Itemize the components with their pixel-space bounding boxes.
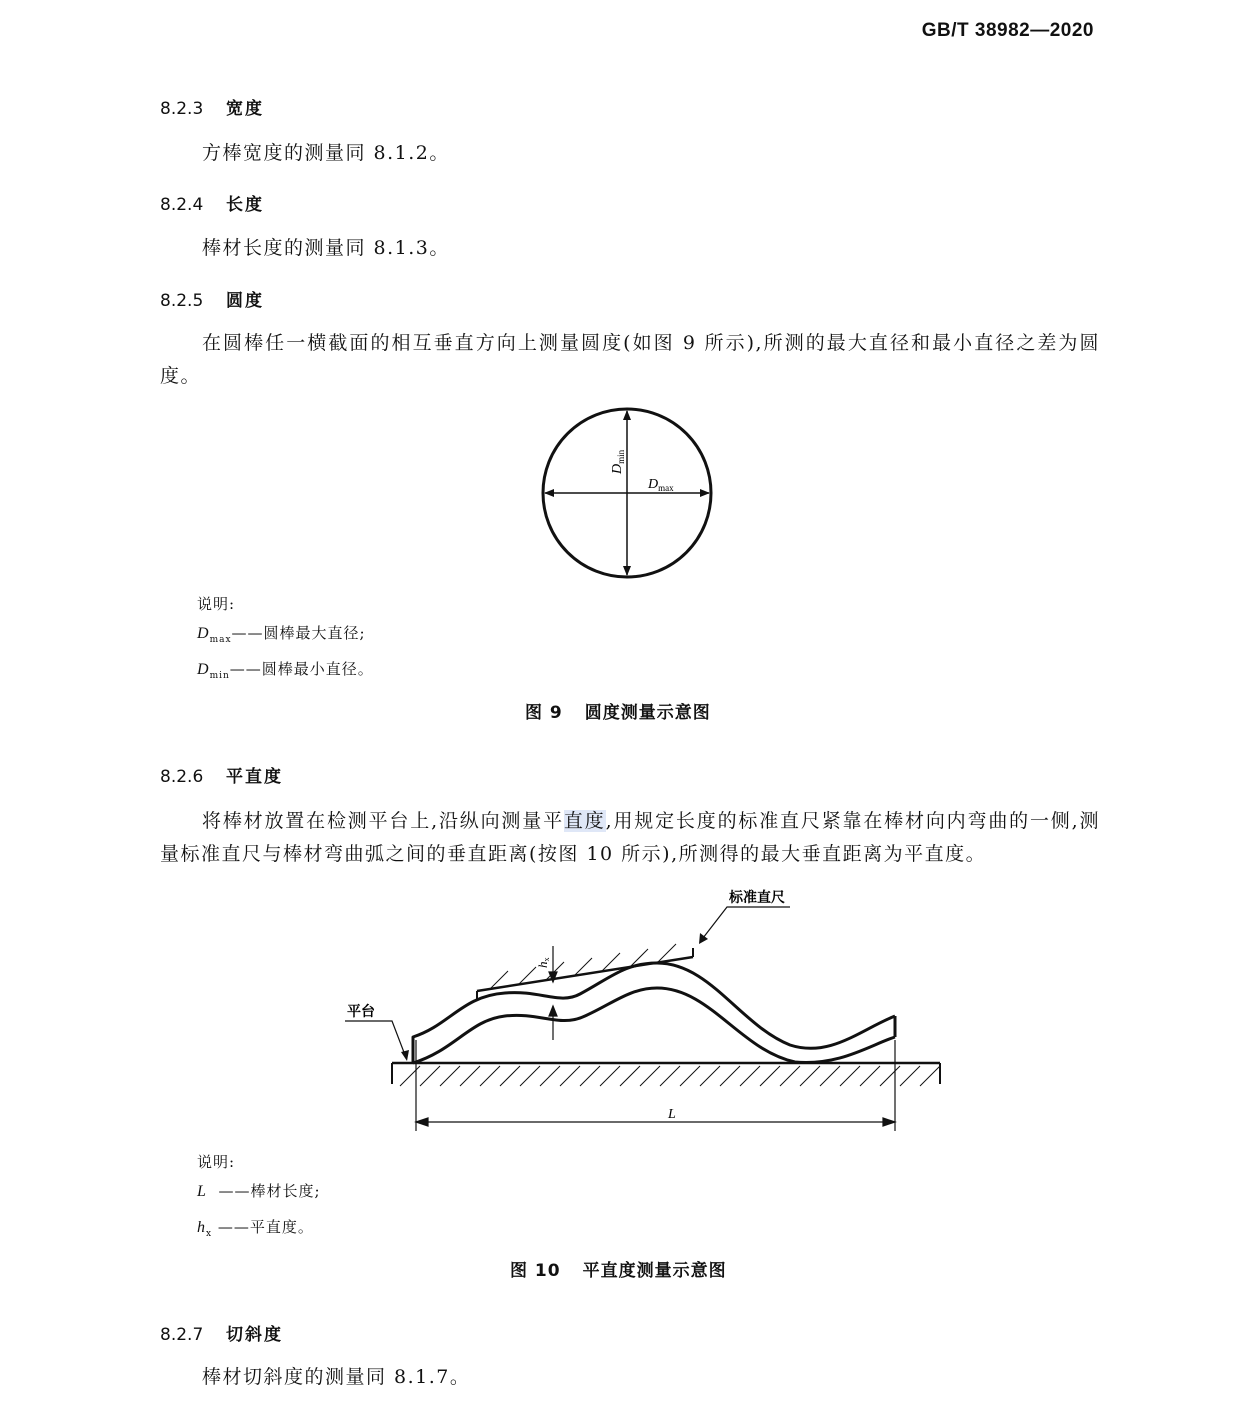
dmax-label: $D_{max}$ xyxy=(648,477,674,493)
hx-label: hx xyxy=(535,957,551,968)
section-8-2-6-body: 将棒材放置在检测平台上,沿纵向测量平直度,用规定长度的标准直尺紧靠在棒材向内弯曲的一侧,测量标准直尺与棒材弯曲弧之间的垂直距离(按图 10 所示),所测得的最大垂直距离为平直度。 xyxy=(160,810,1100,865)
bent-bar xyxy=(413,963,895,1063)
dmin-label: $D_{min}$ xyxy=(610,449,626,474)
section-number: 8.2.6 xyxy=(160,767,204,787)
note-item: $D_{max}——$圆棒最大直径; xyxy=(197,624,366,645)
section-title: 长度 xyxy=(226,195,264,215)
standard-code: GB/T 38982—2020 xyxy=(921,20,1094,41)
length-dimension xyxy=(416,1040,895,1131)
platform-leader xyxy=(345,1021,409,1061)
section-8-2-7-heading xyxy=(160,1320,283,1345)
section-title: 宽度 xyxy=(226,99,264,119)
figure-10-caption: 图 10 平直度测量示意图 xyxy=(510,1261,727,1281)
figure-9-caption: 图 9 圆度测量示意图 xyxy=(525,703,711,723)
section-number: 8.2.3 xyxy=(160,99,204,119)
section-8-2-7-body: 棒材切斜度的测量同 8.1.7。 xyxy=(202,1366,471,1388)
section-8-2-4-body: 棒材长度的测量同 8.1.3。 xyxy=(202,237,450,259)
platform-label: 平台 xyxy=(347,1004,375,1020)
note-item: $h_x$ ——平直度。 xyxy=(197,1218,314,1239)
notes-title: 说明: xyxy=(197,1153,236,1171)
note-item: $D_{min}——$圆棒最小直径。 xyxy=(197,660,374,681)
ruler-leader xyxy=(699,907,790,944)
note-item: L ——棒材长度; xyxy=(197,1182,321,1200)
platform xyxy=(392,1063,940,1086)
section-number: 8.2.7 xyxy=(160,1325,204,1345)
section-title: 平直度 xyxy=(226,767,283,787)
section-8-2-3-body: 方棒宽度的测量同 8.1.2。 xyxy=(202,142,450,164)
notes-title: 说明: xyxy=(197,595,236,613)
section-8-2-5-body: 在圆棒任一横截面的相互垂直方向上测量圆度(如图 9 所示),所测的最大直径和最小直径之差为圆度。 xyxy=(160,332,1100,387)
highlighted-text: 直度 xyxy=(563,810,606,832)
section-title: 圆度 xyxy=(226,291,264,311)
length-label: L xyxy=(668,1107,676,1122)
figure-10-notes xyxy=(197,1148,321,1249)
section-title: 切斜度 xyxy=(226,1325,283,1345)
ruler-label: 标准直尺 xyxy=(729,890,785,906)
section-number: 8.2.5 xyxy=(160,291,204,311)
section-number: 8.2.4 xyxy=(160,195,204,215)
